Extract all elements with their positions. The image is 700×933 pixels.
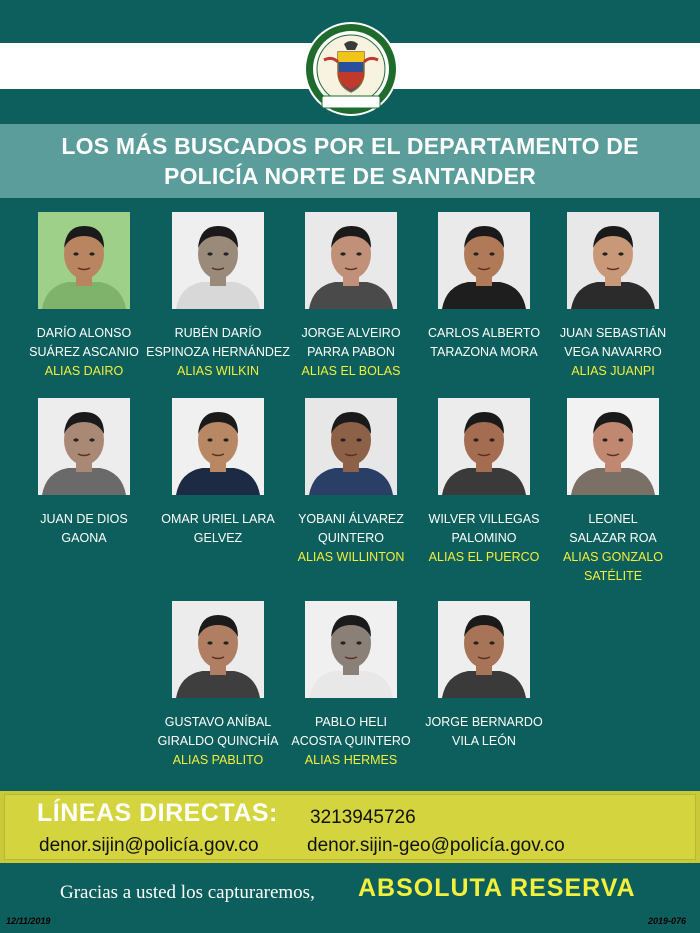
suspect-alias: ALIAS PABLITO bbox=[172, 753, 264, 767]
footer-reserva: ABSOLUTA RESERVA bbox=[358, 874, 636, 902]
suspect-caption bbox=[533, 510, 693, 586]
suspect-name-line-2: QUINTERO bbox=[318, 531, 384, 545]
suspect-name-line-2: ACOSTA QUINTERO bbox=[291, 734, 411, 748]
suspect-alias-line-2: SATÉLITE bbox=[583, 569, 643, 583]
suspect-photo bbox=[567, 398, 659, 495]
suspect-caption bbox=[404, 713, 564, 751]
suspect-name-line-2: GAONA bbox=[61, 531, 107, 545]
suspect-photo bbox=[305, 601, 397, 698]
suspect-photo bbox=[38, 212, 130, 309]
contact-heading: LÍNEAS DIRECTAS: bbox=[37, 799, 278, 827]
suspect-name-line-2: GIRALDO QUINCHÍA bbox=[157, 734, 279, 748]
suspect-name-line-1: GUSTAVO ANÍBAL bbox=[164, 715, 272, 729]
suspect-name-line-2: SUÁREZ ASCANIO bbox=[29, 345, 139, 359]
suspect-photo bbox=[172, 212, 264, 309]
suspect-alias: ALIAS GONZALO bbox=[562, 550, 664, 564]
suspect-alias: ALIAS WILKIN bbox=[177, 364, 259, 378]
contact-box bbox=[4, 794, 696, 860]
page-title-line-1: LOS MÁS BUSCADOS POR EL DEPARTAMENTO DE bbox=[61, 133, 639, 159]
suspect-name-line-1: JUAN SEBASTIÁN bbox=[559, 326, 667, 340]
suspect-name-line-2: PARRA PABON bbox=[307, 345, 395, 359]
suspect-name-line-1: JUAN DE DIOS bbox=[40, 512, 128, 526]
suspect-caption bbox=[533, 324, 693, 381]
suspect-photo bbox=[172, 601, 264, 698]
suspect-name-line-1: JORGE ALVEIRO bbox=[301, 326, 401, 340]
footer-code: 2019-076 bbox=[647, 916, 686, 926]
suspect-name-line-1: LEONEL bbox=[588, 512, 638, 526]
footer-message: Gracias a usted los capturaremos, bbox=[60, 882, 315, 903]
suspect-name-line-2: GELVEZ bbox=[193, 531, 243, 545]
contact-email-1: denor.sijin@policía.gov.co bbox=[39, 835, 259, 856]
suspect-alias: ALIAS HERMES bbox=[304, 753, 398, 767]
suspect-name-line-1: WILVER VILLEGAS bbox=[428, 512, 540, 526]
suspect-photo bbox=[305, 212, 397, 309]
suspect-alias: ALIAS WILLINTON bbox=[297, 550, 405, 564]
suspect-name-line-2: VILA LEÓN bbox=[452, 734, 516, 748]
contact-band bbox=[0, 791, 700, 863]
suspect-alias: ALIAS EL PUERCO bbox=[428, 550, 540, 564]
suspect-photo bbox=[438, 212, 530, 309]
contact-phone: 3213945726 bbox=[310, 807, 416, 828]
suspect-photo bbox=[305, 398, 397, 495]
footer-date: 12/11/2019 bbox=[6, 916, 51, 926]
suspect-name-line-1: DARÍO ALONSO bbox=[36, 326, 132, 340]
suspect-name-line-1: JORGE BERNARDO bbox=[425, 715, 543, 729]
suspect-name-line-1: OMAR URIEL LARA bbox=[161, 512, 275, 526]
police-seal-logo bbox=[302, 20, 400, 118]
suspect-name-line-1: PABLO HELI bbox=[314, 715, 388, 729]
suspect-name-line-2: PALOMINO bbox=[451, 531, 517, 545]
page-title-line-2: POLICÍA NORTE DE SANTANDER bbox=[164, 163, 536, 189]
contact-email-2: denor.sijin-geo@policía.gov.co bbox=[307, 835, 565, 856]
suspect-photo bbox=[172, 398, 264, 495]
suspect-name-line-1: CARLOS ALBERTO bbox=[427, 326, 541, 340]
suspect-photo bbox=[438, 398, 530, 495]
suspect-alias: ALIAS EL BOLAS bbox=[301, 364, 401, 378]
suspect-name-line-2: VEGA NAVARRO bbox=[564, 345, 662, 359]
suspect-name-line-2: ESPINOZA HERNÁNDEZ bbox=[146, 345, 290, 359]
suspect-name-line-2: TARAZONA MORA bbox=[430, 345, 538, 359]
suspect-name-line-1: RUBÉN DARÍO bbox=[174, 326, 262, 340]
suspect-alias: ALIAS JUANPI bbox=[571, 364, 655, 378]
suspect-alias: ALIAS DAIRO bbox=[44, 364, 124, 378]
suspect-photo bbox=[38, 398, 130, 495]
suspect-name-line-2: SALAZAR ROA bbox=[569, 531, 657, 545]
suspect-name-line-1: YOBANI ÁLVAREZ bbox=[298, 512, 404, 526]
suspect-photo bbox=[567, 212, 659, 309]
suspect-photo bbox=[438, 601, 530, 698]
title-band bbox=[0, 124, 700, 198]
